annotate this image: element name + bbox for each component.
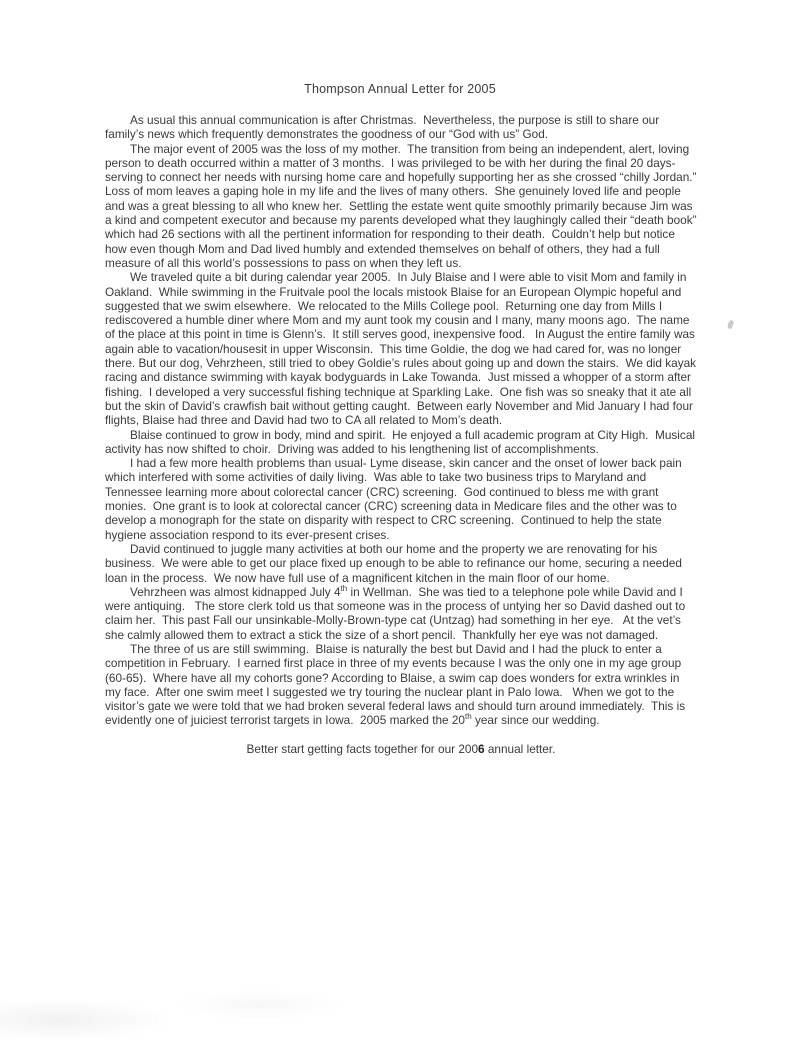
paragraph: David continued to juggle many activities at both our home and the property we are renovating for his business. We were able to get our place fixed up enough to be able to refinance our home, securing a needed loan in the process. We now have full use of a magnificent kitchen in the main floor of our home. (105, 541, 686, 585)
scan-artifact (727, 319, 735, 329)
paragraph: The three of us are still swimming. Blaise is naturally the best but David and I had the pluck to enter a competition in February. I earned first place in three of my events because I was the only one in my age group (60-65). Where have all my cohorts gone? According to Blaise, a swim cap does wonders for extra wrinkles in my face. After one swim meet I suggested we try touring the nuclear plant in Palo Iowa. When we got to the visitor’s gate we were told that we had broken several federal laws and should turn around immediately. This is evidently one of juiciest terrorist targets in Iowa. 2005 marked the 20th year since our wedding. (105, 641, 689, 728)
closing-text-pre: Better start getting facts together for our 200 (246, 741, 479, 756)
letter-title: Thompson Annual Letter for 2005 (304, 82, 496, 96)
paragraph: The major event of 2005 was the loss of my mother. The transition from being an independent, alert, loving person to death occurred within a matter of 3 months. I was privileged to be with her during the final 20 days- serving to connect her needs with nursing home care and hopefully supporting her as she crossed “chilly Jordan.” Loss of mom leaves a gaping hole in my life and the lives of many others. She genuinely loved life and people and was a great blessing to all who knew her. Settling the estate went quite smoothly primarily because Jim was a kind and competent executor and because my parents developed what they laughingly called their “death book” which had 26 sections with all the pertinent information for responding to their death. Couldn’t help but notice how even though Mom and Dad lived humbly and extended themselves on behalf of others, they had a full measure of all this world’s possessions to pass on when they left us. (105, 141, 704, 270)
paragraph: Vehrzheen was almost kidnapped July 4th in Wellman. She was tied to a telephone pole while David and I were antiquing. The store clerk told us that someone was in the process of untying her so David dashed out to claim her. This past Fall our unsinkable-Molly-Brown-type cat (Untzag) had something in her eye. At the vet’s she calmly allowed them to extract a stick the size of a short pencil. Thankfully her eye was not damaged. (105, 583, 689, 642)
scan-noise (0, 960, 420, 1042)
paragraph: As usual this annual communication is after Christmas. Nevertheless, the purpose is still to share our family’s news which frequently demonstrates the goodness of our “God with us” God. (105, 113, 663, 142)
closing-line (105, 742, 697, 756)
paragraph: Blaise continued to grow in body, mind and spirit. He enjoyed a full academic program at City High. Musical activity has now shifted to choir. Driving was added to his lengthening list of accomplishments. (105, 427, 699, 456)
closing-bold-digit: 6 (478, 741, 485, 756)
letter-body (105, 113, 704, 756)
paragraph: We traveled quite a bit during calendar year 2005. In July Blaise and I were able to visit Mom and family in Oakland. While swimming in the Fruitvale pool the locals mistook Blaise for an European Olympic hopeful and suggested that we swim elsewhere. We relocated to the Mills College pool. Returning one day from Mills I rediscovered a humble diner where Mom and my aunt took my cousin and I many, many moons ago. The name of the place at this point in time is Glenn’s. It still serves good, inexpensive food. In August the entire family was again able to vacation/housesit in upper Wisconsin. This time Goldie, the dog we had cared for, was no longer there. But our dog, Vehrzheen, still tried to obey Goldie’s rules about going up and down the stairs. We did kayak racing and distance swimming with kayak bodyguards in Lake Towanda. Just missed a whopper of a storm after fishing. I developed a very successful fishing technique at Sparkling Lake. One fish was so sneaky that it ate all but the skin of David’s crawfish bait without getting caught. Between early November and Mid January I had four flights, Blaise had three and David had two to CA all related to Mom’s death. (105, 270, 700, 428)
closing-text-post: annual letter. (484, 741, 556, 756)
paragraph: I had a few more health problems than usual- Lyme disease, skin cancer and the onset of lower back pain which interfered with some activities of daily living. Was able to take two business trips to Maryland and Tennessee learning more about colorectal cancer (CRC) screening. God continued to bless me with grant monies. One grant is to look at colorectal cancer (CRC) screening data in Medicare files and the other was to develop a monograph for the state on disparity with respect to CRC screening. Continued to help the state hygiene association respond to its ever-present crises. (105, 456, 685, 542)
